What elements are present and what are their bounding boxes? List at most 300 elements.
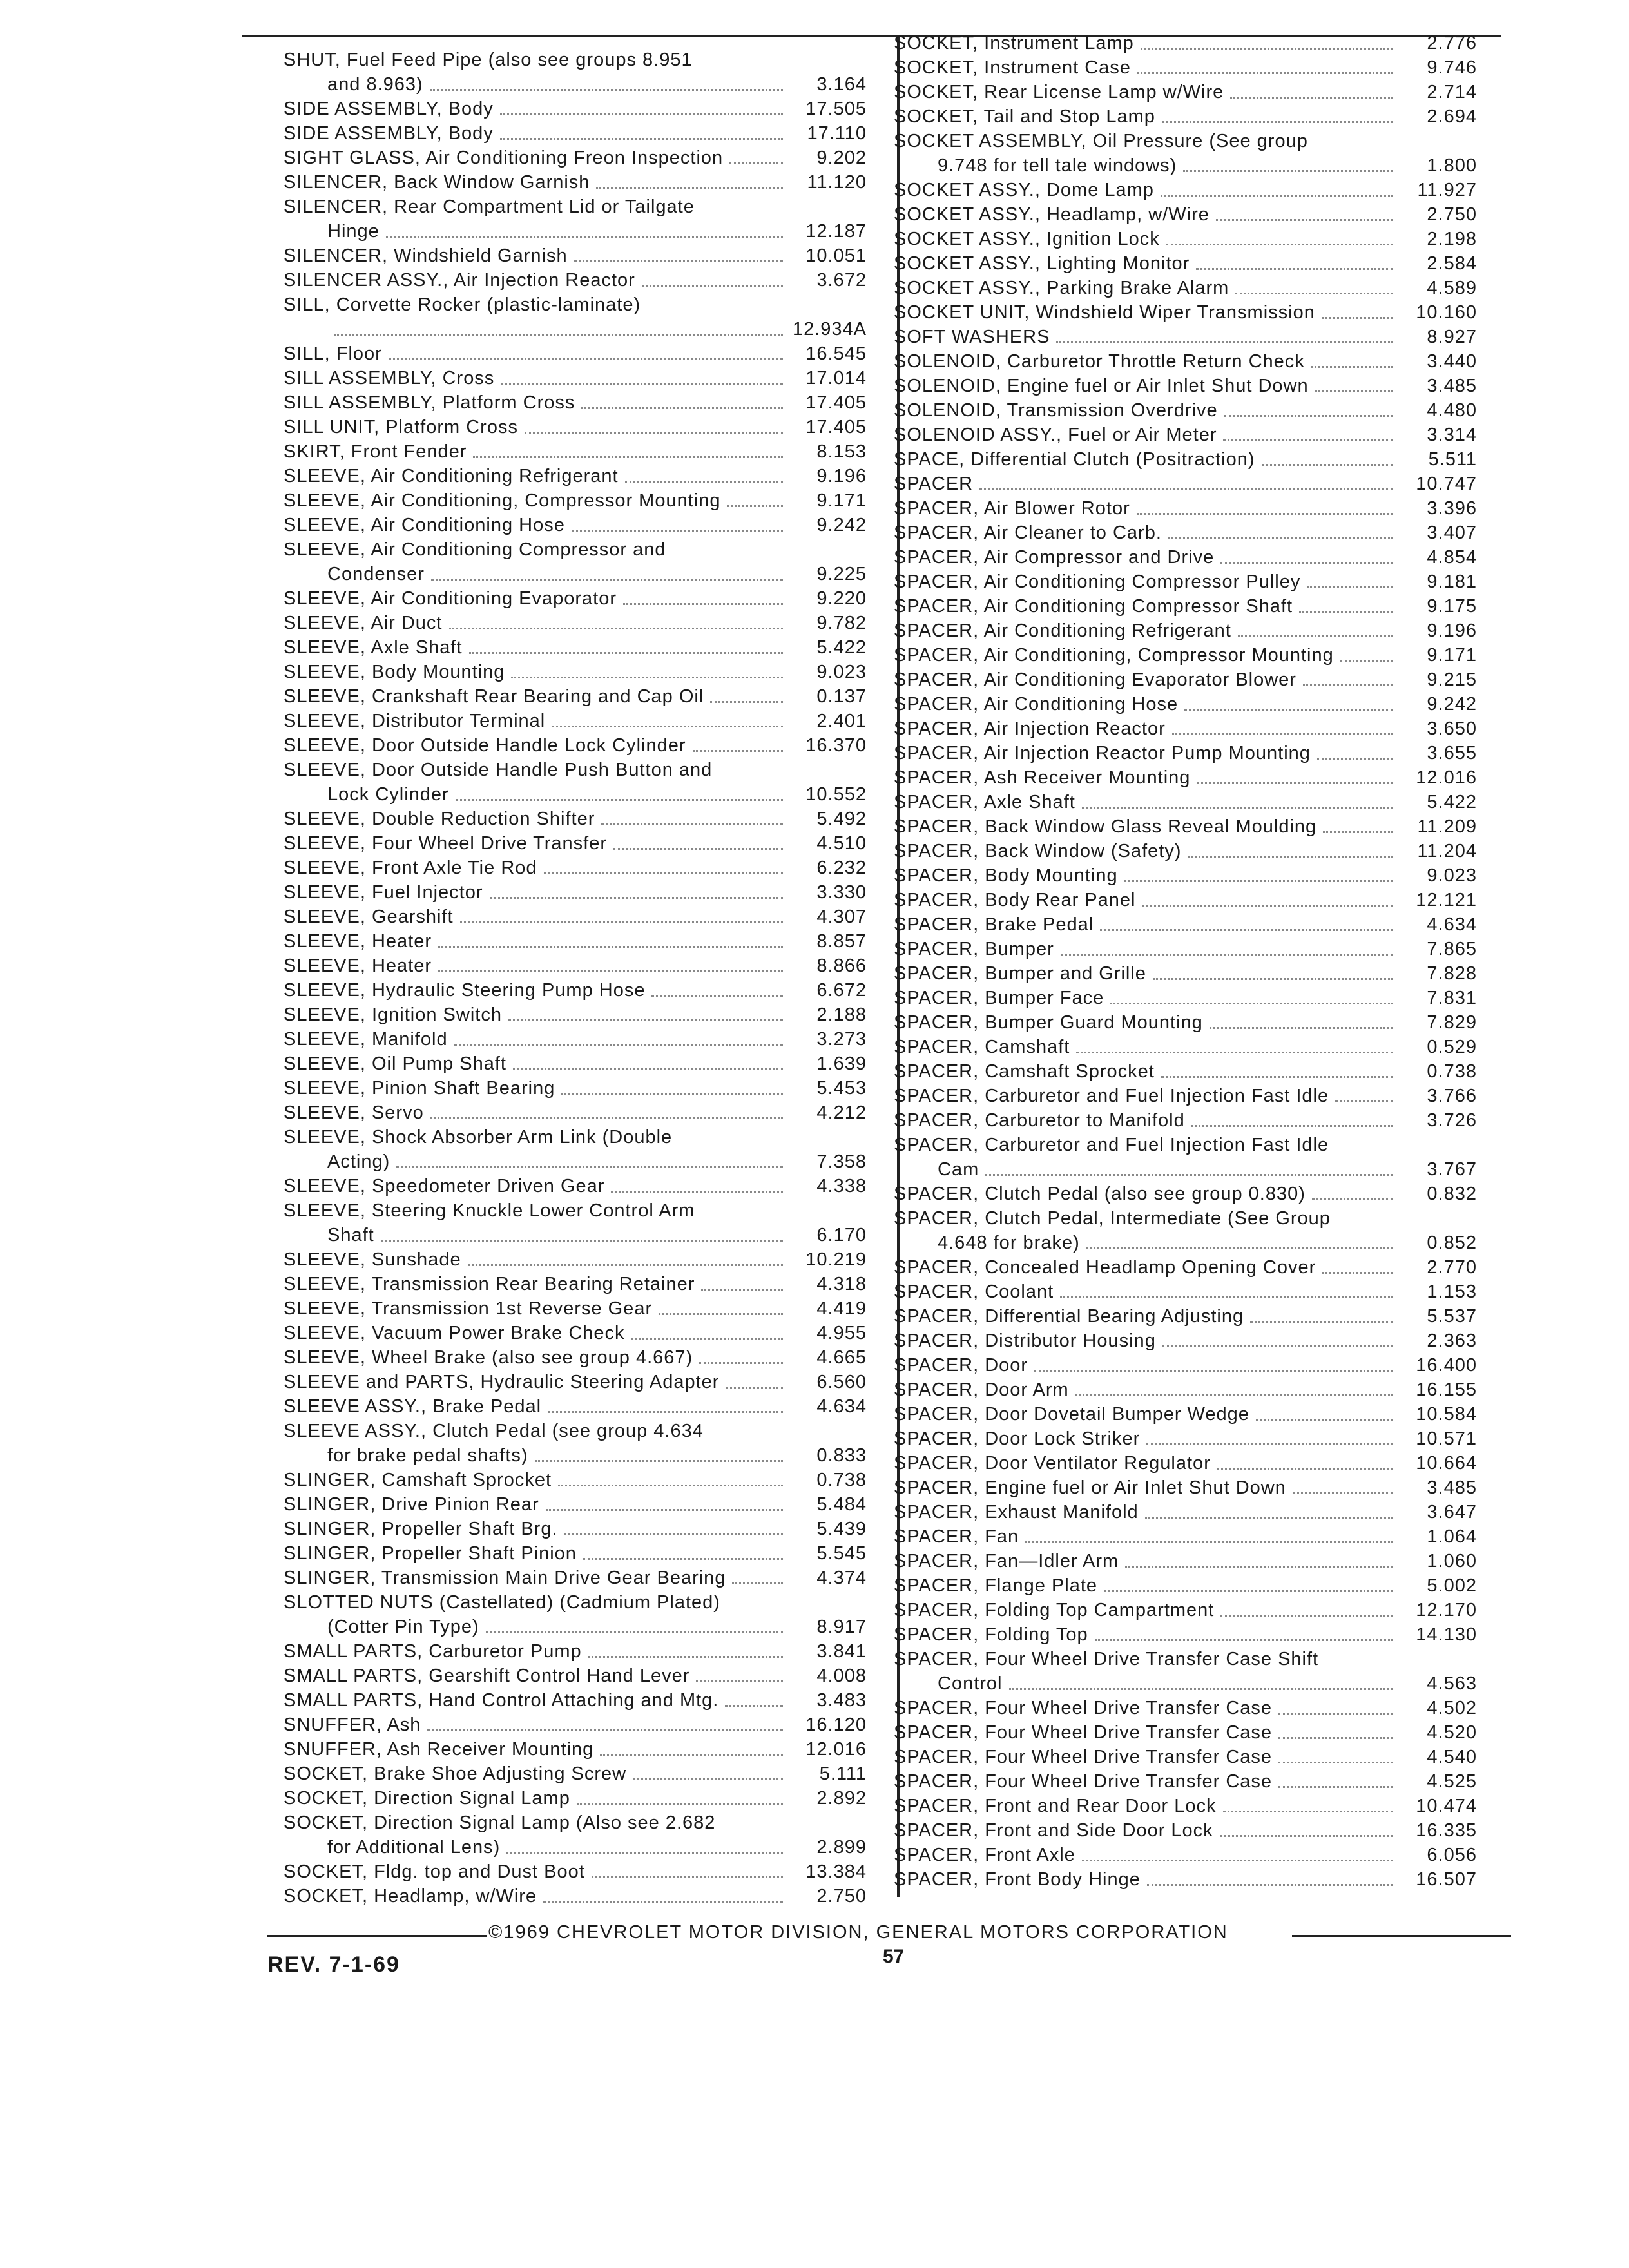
- entry-label-continued: 4.648 for brake): [938, 1233, 1080, 1253]
- group-number: 16.545: [805, 343, 867, 364]
- index-entry: [284, 733, 867, 758]
- group-number: 3.330: [816, 882, 867, 903]
- entry-label-continued: Acting): [327, 1151, 390, 1172]
- entry-label-continued: Shaft: [327, 1225, 374, 1245]
- entry-label: SPACER, Front and Rear Door Lock: [894, 1796, 1217, 1816]
- page-number: 57: [883, 1946, 905, 1967]
- index-entry: [894, 300, 1477, 325]
- group-number: 0.738: [816, 1470, 867, 1490]
- group-number: 3.726: [1427, 1110, 1477, 1131]
- entry-label: SPACER, Front Axle: [894, 1845, 1075, 1865]
- group-number: 4.520: [1427, 1722, 1477, 1743]
- dot-leader: [500, 138, 783, 140]
- dot-leader: [1009, 1688, 1394, 1690]
- dot-leader: [659, 1313, 783, 1315]
- dot-leader: [1315, 390, 1393, 392]
- group-number: 4.563: [1427, 1673, 1477, 1694]
- dot-leader: [546, 1509, 783, 1511]
- group-number: 3.650: [1427, 718, 1477, 739]
- dot-leader: [1299, 611, 1393, 613]
- index-entry: [894, 104, 1477, 129]
- entry-label: SPACER, Fan: [894, 1526, 1019, 1547]
- dot-leader: [1141, 48, 1393, 50]
- dot-leader: [438, 946, 783, 948]
- group-number: 12.121: [1416, 890, 1477, 910]
- entry-label: SOCKET, Rear License Lamp w/Wire: [894, 82, 1224, 102]
- index-entry: [894, 1696, 1477, 1720]
- group-number: 9.242: [816, 515, 867, 535]
- group-number: 3.273: [816, 1029, 867, 1050]
- dot-leader: [1196, 268, 1393, 270]
- index-entry: [894, 912, 1477, 937]
- index-entry: [284, 488, 867, 513]
- group-number: 11.209: [1417, 816, 1477, 837]
- entry-label: SPACER, Brake Pedal: [894, 914, 1094, 935]
- index-entry: [894, 80, 1477, 104]
- dot-leader: [1075, 1394, 1393, 1396]
- dot-leader: [1166, 244, 1393, 245]
- group-number: 7.829: [1427, 1012, 1477, 1033]
- dot-leader: [613, 848, 783, 850]
- dot-leader: [469, 652, 783, 654]
- group-number: 17.014: [805, 368, 867, 389]
- entry-label: SPACER, Air Cleaner to Carb.: [894, 523, 1162, 543]
- dot-leader: [1220, 1835, 1393, 1837]
- group-number: 5.492: [816, 809, 867, 829]
- index-entry: [284, 244, 867, 268]
- dot-leader: [1224, 415, 1393, 417]
- group-number: 3.164: [816, 74, 867, 95]
- index-entry: [894, 1304, 1477, 1329]
- index-entry: [894, 447, 1477, 472]
- index-entry: [894, 398, 1477, 423]
- entry-label: SHUT, Fuel Feed Pipe (also see groups 8.951: [284, 50, 693, 70]
- index-entry: [894, 31, 1477, 55]
- group-number: 9.196: [1427, 620, 1477, 641]
- dot-leader: [1278, 1737, 1393, 1739]
- index-entry: [284, 341, 867, 366]
- entry-label: SILENCER ASSY., Air Injection Reactor: [284, 270, 635, 291]
- group-number: 16.400: [1416, 1355, 1477, 1376]
- dot-leader: [490, 897, 783, 899]
- dot-leader: [1323, 831, 1393, 833]
- dot-leader: [1307, 586, 1393, 588]
- group-number: 4.540: [1427, 1747, 1477, 1767]
- entry-label: SLEEVE, Double Reduction Shifter: [284, 809, 595, 829]
- group-number: 12.016: [1416, 767, 1477, 788]
- entry-label: SLINGER, Transmission Main Drive Gear Bearing: [284, 1568, 726, 1588]
- index-entry: [894, 1059, 1477, 1084]
- group-number: 10.747: [1416, 474, 1477, 494]
- entry-label: SPACER, Air Compressor and Drive: [894, 547, 1215, 568]
- entry-label: SPACER, Carburetor and Fuel Injection Fast Idle: [894, 1135, 1329, 1155]
- index-entry: [284, 293, 867, 341]
- entry-label: SPACER, Air Conditioning Hose: [894, 694, 1179, 715]
- index-entry: [284, 1100, 867, 1125]
- group-number: 17.505: [805, 99, 867, 119]
- entry-label: SPACER: [894, 474, 974, 494]
- index-entry: [284, 660, 867, 684]
- index-entry: [894, 251, 1477, 276]
- index-entry: [284, 635, 867, 660]
- dot-leader: [427, 1729, 783, 1731]
- group-number: 12.934A: [792, 319, 867, 340]
- entry-label-continued: and 8.963): [327, 74, 423, 95]
- group-number: 3.672: [816, 270, 867, 291]
- group-number: 9.782: [816, 613, 867, 633]
- dot-leader: [1168, 537, 1393, 539]
- dot-leader: [1082, 1860, 1393, 1861]
- dot-leader: [1191, 1125, 1393, 1127]
- dot-leader: [1086, 1247, 1393, 1249]
- group-number: 5.453: [816, 1078, 867, 1099]
- group-number: 2.188: [816, 1004, 867, 1025]
- index-entry: [284, 1003, 867, 1027]
- dot-leader: [574, 260, 783, 262]
- dot-leader: [1188, 856, 1393, 858]
- index-entry: [284, 121, 867, 146]
- index-entry: [284, 831, 867, 856]
- group-number: 3.647: [1427, 1502, 1477, 1523]
- group-number: 6.672: [816, 980, 867, 1001]
- dot-leader: [1317, 758, 1393, 760]
- entry-label: SOCKET, Headlamp, w/Wire: [284, 1886, 537, 1907]
- group-number: 5.111: [819, 1763, 867, 1784]
- index-entry: [284, 1860, 867, 1884]
- dot-leader: [486, 1631, 783, 1633]
- index-entry: [894, 1133, 1477, 1182]
- index-entry: [894, 1353, 1477, 1378]
- dot-leader: [1278, 1762, 1393, 1763]
- index-entry: [894, 839, 1477, 863]
- index-entry: [894, 1084, 1477, 1108]
- entry-label: SIDE ASSEMBLY, Body: [284, 99, 494, 119]
- index-entry: [894, 1329, 1477, 1353]
- index-entry: [894, 1720, 1477, 1745]
- dot-leader: [1220, 1615, 1393, 1617]
- dot-leader: [623, 603, 783, 605]
- index-entry: [894, 692, 1477, 716]
- dot-leader: [726, 1387, 783, 1389]
- group-number: 2.584: [1427, 253, 1477, 274]
- dot-leader: [1183, 170, 1393, 172]
- dot-leader: [389, 358, 783, 360]
- entry-label: SLEEVE ASSY., Brake Pedal: [284, 1396, 542, 1417]
- index-entry: [894, 1402, 1477, 1427]
- entry-label: SLEEVE, Door Outside Handle Lock Cylinder: [284, 735, 686, 756]
- index-entry: [894, 1378, 1477, 1402]
- dot-leader: [1125, 1566, 1393, 1568]
- entry-label: SILL, Floor: [284, 343, 382, 364]
- entry-label: SPACER, Back Window Glass Reveal Moulding: [894, 816, 1317, 837]
- group-number: 7.828: [1427, 963, 1477, 984]
- entry-label: SPACER, Air Blower Rotor: [894, 498, 1130, 519]
- index-entry: [894, 545, 1477, 570]
- group-number: 4.634: [1427, 914, 1477, 935]
- entry-label: SKIRT, Front Fender: [284, 441, 467, 462]
- dot-leader: [535, 1460, 783, 1462]
- index-entry: [284, 880, 867, 905]
- dot-leader: [1124, 880, 1393, 882]
- index-entry: [284, 905, 867, 929]
- group-number: 9.023: [1427, 865, 1477, 886]
- index-entry: [894, 1647, 1477, 1696]
- group-number: 6.170: [816, 1225, 867, 1245]
- entry-label: SPACER, Four Wheel Drive Transfer Case: [894, 1722, 1273, 1743]
- index-entry: [894, 472, 1477, 496]
- entry-label: SLEEVE, Vacuum Power Brake Check: [284, 1323, 625, 1343]
- index-entry: [284, 954, 867, 978]
- dot-leader: [1110, 1003, 1393, 1004]
- index-entry: [284, 1639, 867, 1664]
- group-number: 2.892: [816, 1788, 867, 1809]
- index-entry: [894, 863, 1477, 888]
- entry-label: SIDE ASSEMBLY, Body: [284, 123, 494, 144]
- group-number: 2.750: [1427, 204, 1477, 225]
- index-entry: [284, 1811, 867, 1860]
- dot-leader: [1145, 1517, 1393, 1519]
- entry-label: SPACER, Clutch Pedal, Intermediate (See Group: [894, 1208, 1331, 1229]
- index-entry: [894, 1010, 1477, 1035]
- group-number: 7.865: [1427, 939, 1477, 959]
- index-entry: [284, 1713, 867, 1737]
- dot-leader: [633, 1778, 783, 1780]
- entry-label: SOCKET, Instrument Case: [894, 57, 1131, 78]
- dot-leader: [1147, 1884, 1393, 1886]
- group-number: 1.639: [816, 1053, 867, 1074]
- group-number: 17.405: [805, 392, 867, 413]
- group-number: 2.714: [1427, 82, 1477, 102]
- index-entry: [284, 1174, 867, 1198]
- dot-leader: [548, 1411, 783, 1413]
- dot-leader: [564, 1533, 784, 1535]
- dot-leader: [430, 89, 783, 91]
- entry-label: SLEEVE, Air Conditioning Compressor and: [284, 539, 666, 560]
- entry-label-continued: for brake pedal shafts): [327, 1445, 528, 1466]
- group-number: 3.314: [1427, 425, 1477, 445]
- group-number: 9.220: [816, 588, 867, 609]
- dot-leader: [1137, 513, 1393, 515]
- index-entry: [284, 1786, 867, 1811]
- index-entry: [894, 1182, 1477, 1206]
- dot-leader: [438, 970, 783, 972]
- dot-leader: [1172, 733, 1393, 735]
- entry-label: SLEEVE, Fuel Injector: [284, 882, 483, 903]
- entry-label: SNUFFER, Ash Receiver Mounting: [284, 1739, 594, 1760]
- group-number: 6.560: [816, 1372, 867, 1392]
- index-entry: [284, 1664, 867, 1688]
- dot-leader: [468, 1264, 783, 1266]
- dot-leader: [1161, 1076, 1393, 1078]
- entry-label: SPACER, Coolant: [894, 1282, 1054, 1302]
- index-entry: [284, 268, 867, 293]
- dot-leader: [631, 1338, 783, 1340]
- entry-label: SOLENOID, Engine fuel or Air Inlet Shut Down: [894, 376, 1309, 396]
- entry-label: SPACER, Bumper Guard Mounting: [894, 1012, 1203, 1033]
- entry-label: SLEEVE, Wheel Brake (also see group 4.667): [284, 1347, 693, 1368]
- group-number: 8.917: [816, 1617, 867, 1637]
- group-number: 8.153: [816, 441, 867, 462]
- dot-leader: [449, 628, 784, 629]
- index-entry: [894, 937, 1477, 961]
- entry-label: SPACER, Differential Bearing Adjusting: [894, 1306, 1244, 1327]
- dot-leader: [381, 1240, 783, 1242]
- entry-label: SOLENOID ASSY., Fuel or Air Meter: [894, 425, 1217, 445]
- index-entry: [284, 1394, 867, 1419]
- entry-label: SILL UNIT, Platform Cross: [284, 417, 518, 437]
- group-number: 4.510: [816, 833, 867, 854]
- dot-leader: [1303, 684, 1393, 686]
- entry-label: SPACER, Axle Shaft: [894, 792, 1075, 812]
- index-entry: [894, 1818, 1477, 1843]
- index-entry: [894, 1524, 1477, 1549]
- entry-label: SLINGER, Propeller Shaft Pinion: [284, 1543, 577, 1564]
- index-entry: [284, 1590, 867, 1639]
- revision-date: REV. 7-1-69: [267, 1952, 400, 1977]
- entry-label: SLEEVE, Heater: [284, 956, 432, 976]
- entry-label: SPACER, Distributor Housing: [894, 1331, 1156, 1351]
- group-number: 9.225: [816, 564, 867, 584]
- group-number: 5.484: [816, 1494, 867, 1515]
- entry-label: SLEEVE, Pinion Shaft Bearing: [284, 1078, 555, 1099]
- entry-label: SPACER, Carburetor and Fuel Injection Fast Idle: [894, 1086, 1329, 1106]
- index-entry: [284, 415, 867, 439]
- group-number: 16.507: [1416, 1869, 1477, 1890]
- entry-label: SPACER, Front and Side Door Lock: [894, 1820, 1213, 1841]
- index-entry: [894, 349, 1477, 374]
- group-number: 2.770: [1427, 1257, 1477, 1278]
- entry-label-continued: Lock Cylinder: [327, 784, 449, 805]
- entry-label: SLEEVE, Air Conditioning, Compressor Mounting: [284, 490, 721, 511]
- entry-label: SLEEVE and PARTS, Hydraulic Steering Adapter: [284, 1372, 720, 1392]
- index-entry: [284, 1762, 867, 1786]
- group-number: 5.422: [1427, 792, 1477, 812]
- group-number: 9.171: [816, 490, 867, 511]
- group-number: 9.746: [1427, 57, 1477, 78]
- index-entry: [284, 170, 867, 195]
- entry-label: SPACER, Carburetor to Manifold: [894, 1110, 1185, 1131]
- dot-leader: [1162, 1345, 1393, 1347]
- entry-label: SPACER, Engine fuel or Air Inlet Shut Down: [894, 1477, 1286, 1498]
- copyright-line: ©1969 CHEVROLET MOTOR DIVISION, GENERAL MOTORS CORPORATION: [488, 1922, 1228, 1943]
- index-entry: [894, 55, 1477, 80]
- dot-leader: [1061, 954, 1393, 956]
- index-entry: [284, 1296, 867, 1321]
- group-number: 11.204: [1417, 841, 1477, 861]
- index-entry: [894, 986, 1477, 1010]
- group-number: 5.545: [816, 1543, 867, 1564]
- dot-leader: [651, 995, 783, 997]
- group-number: 2.750: [816, 1886, 867, 1907]
- entry-label: SLEEVE, Shock Absorber Arm Link (Double: [284, 1127, 673, 1148]
- group-number: 16.155: [1416, 1379, 1477, 1400]
- group-number: 3.767: [1427, 1159, 1477, 1180]
- dot-leader: [1322, 1272, 1393, 1274]
- group-number: 6.232: [816, 858, 867, 878]
- dot-leader: [1142, 905, 1393, 907]
- entry-label: SLEEVE, Air Duct: [284, 613, 443, 633]
- dot-leader: [431, 579, 783, 581]
- entry-label-continued: 9.748 for tell tale windows): [938, 155, 1177, 176]
- dot-leader: [1034, 1370, 1393, 1372]
- entry-label: SPACER, Four Wheel Drive Transfer Case Shift: [894, 1649, 1319, 1669]
- index-entry: [894, 423, 1477, 447]
- entry-label: SPACER, Door Lock Striker: [894, 1428, 1141, 1449]
- dot-leader: [1100, 929, 1393, 931]
- entry-label: SPACER, Air Injection Reactor: [894, 718, 1166, 739]
- entry-label: SPACER, Door Arm: [894, 1379, 1069, 1400]
- index-entry: [894, 1255, 1477, 1280]
- entry-label: SLEEVE, Crankshaft Rear Bearing and Cap Oil: [284, 686, 704, 707]
- dot-leader: [1322, 317, 1393, 319]
- dot-leader: [1235, 293, 1393, 294]
- group-number: 9.171: [1427, 645, 1477, 666]
- index-entry: [894, 521, 1477, 545]
- entry-label: SPACER, Air Conditioning Evaporator Blower: [894, 669, 1296, 690]
- dot-leader: [511, 677, 783, 678]
- dot-leader: [979, 488, 1393, 490]
- entry-label: SLEEVE, Front Axle Tie Rod: [284, 858, 537, 878]
- group-number: 0.852: [1427, 1233, 1477, 1253]
- index-entry: [284, 758, 867, 807]
- entry-label: SLEEVE, Air Conditioning Hose: [284, 515, 565, 535]
- entry-label: SOCKET, Fldg. top and Dust Boot: [284, 1861, 585, 1882]
- group-number: 4.212: [816, 1102, 867, 1123]
- index-entry: [894, 1500, 1477, 1524]
- group-number: 9.202: [816, 148, 867, 168]
- group-number: 12.170: [1416, 1600, 1477, 1620]
- index-entry: [284, 929, 867, 954]
- dot-leader: [1025, 1541, 1393, 1543]
- group-number: 3.485: [1427, 376, 1477, 396]
- index-entry: [284, 1737, 867, 1762]
- dot-leader: [710, 701, 783, 703]
- entry-label-continued: Cam: [938, 1159, 979, 1180]
- group-number: 10.474: [1416, 1796, 1477, 1816]
- group-number: 1.064: [1427, 1526, 1477, 1547]
- group-number: 2.776: [1427, 33, 1477, 53]
- dot-leader: [1223, 439, 1393, 441]
- group-number: 10.664: [1416, 1453, 1477, 1474]
- index-entry: [894, 227, 1477, 251]
- entry-label: SLEEVE, Speedometer Driven Gear: [284, 1176, 605, 1196]
- index-entry: [894, 1427, 1477, 1451]
- entry-label: SOCKET, Instrument Lamp: [894, 33, 1134, 53]
- group-number: 10.051: [805, 245, 867, 266]
- entry-label: SPACER, Concealed Headlamp Opening Cover: [894, 1257, 1316, 1278]
- index-entry: [284, 1468, 867, 1492]
- dot-leader: [508, 1019, 783, 1021]
- index-entry: [284, 807, 867, 831]
- index-entry: [284, 1541, 867, 1566]
- entry-label: SPACER, Four Wheel Drive Transfer Case: [894, 1747, 1273, 1767]
- index-entry: [894, 129, 1477, 178]
- index-entry: [284, 684, 867, 709]
- entry-label: SPACER, Camshaft: [894, 1037, 1070, 1057]
- dot-leader: [693, 750, 783, 752]
- index-entry: [284, 48, 867, 97]
- dot-leader: [386, 236, 783, 238]
- entry-label: SPACER, Four Wheel Drive Transfer Case: [894, 1698, 1273, 1718]
- index-entry: [284, 390, 867, 415]
- index-entry: [284, 1247, 867, 1272]
- entry-label: SLEEVE, Air Conditioning Evaporator: [284, 588, 617, 609]
- group-number: 10.219: [805, 1249, 867, 1270]
- dot-leader: [544, 872, 783, 874]
- entry-label: SLEEVE ASSY., Clutch Pedal (see group 4.634: [284, 1421, 704, 1441]
- index-entry: [894, 765, 1477, 790]
- index-entry: [894, 790, 1477, 814]
